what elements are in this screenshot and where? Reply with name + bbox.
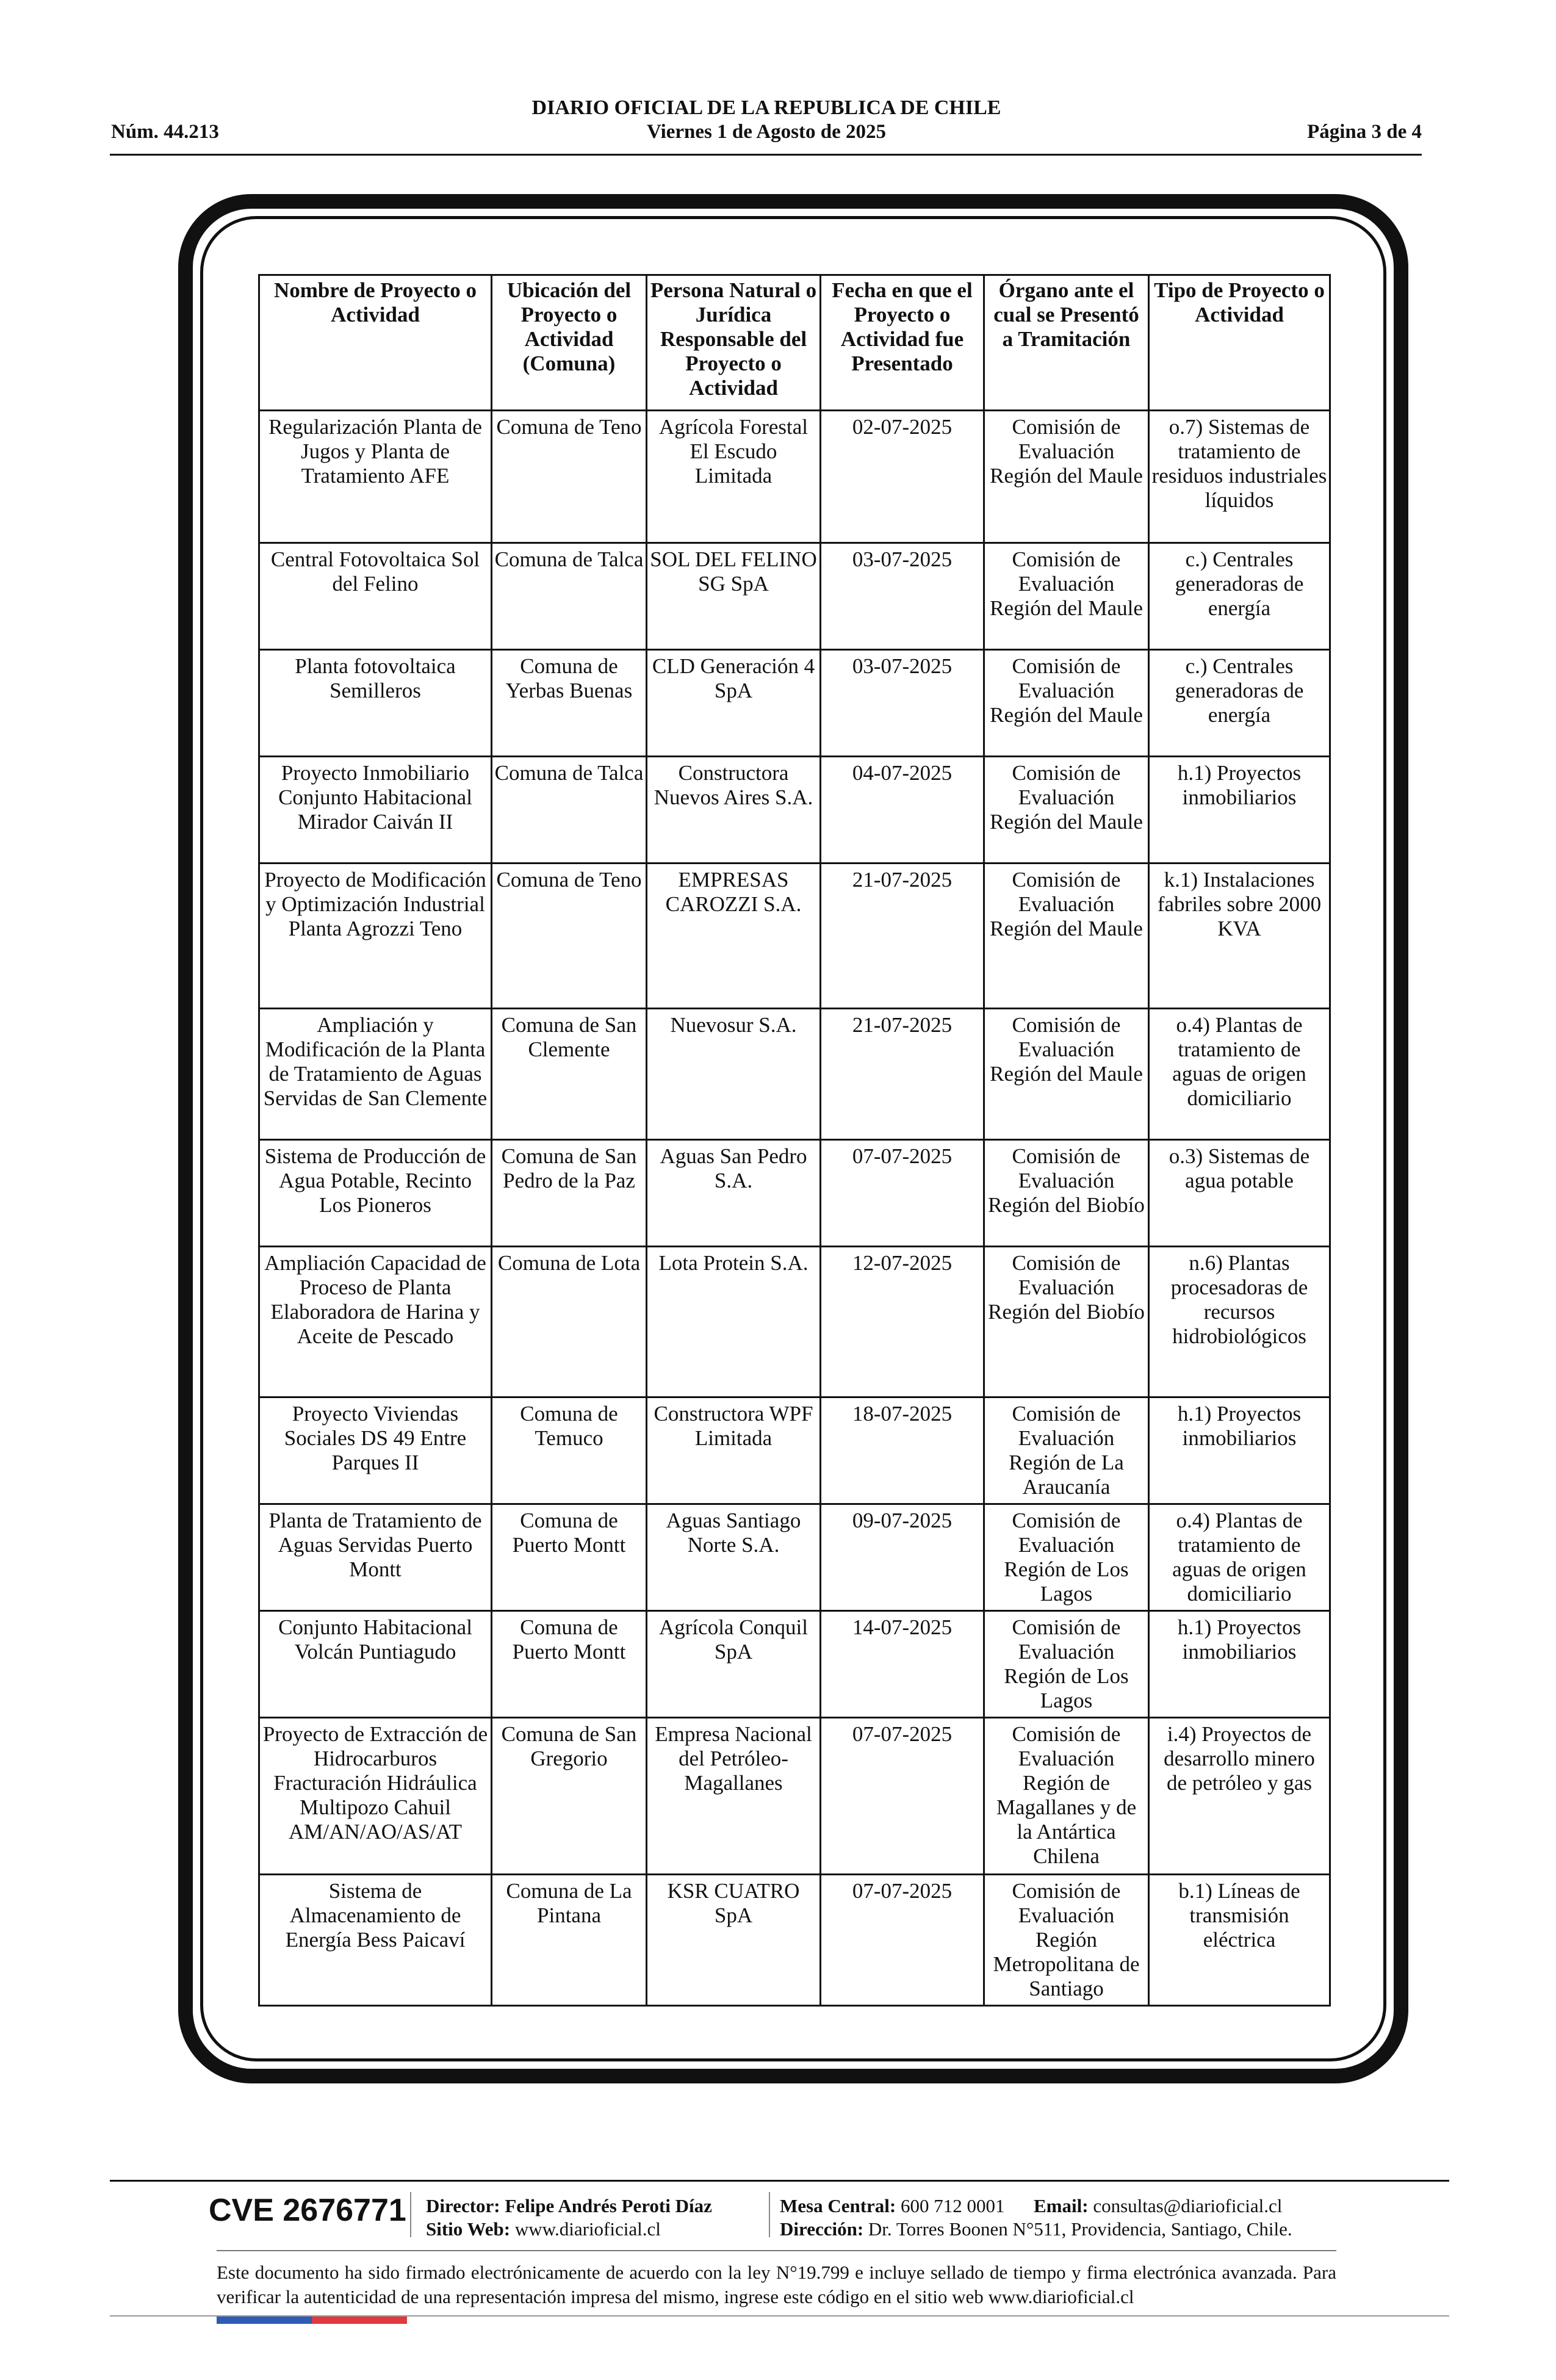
cell-type: h.1) Proyectos inmobiliarios [1149, 1611, 1330, 1718]
cell-location: Comuna de Lota [492, 1247, 647, 1397]
cell-location: Comuna de Puerto Montt [492, 1611, 647, 1718]
cell-date: 21-07-2025 [821, 1009, 984, 1140]
cell-agency: Comisión de Evaluación Región del Biobío [984, 1247, 1149, 1397]
cell-project-name: Proyecto Viviendas Sociales DS 49 Entre Parques II [259, 1397, 492, 1504]
mesa-value: 600 712 0001 [901, 2195, 1005, 2216]
cell-date: 09-07-2025 [821, 1504, 984, 1611]
cell-location: Comuna de Teno [492, 864, 647, 1009]
cell-responsible: EMPRESAS CAROZZI S.A. [647, 864, 821, 1009]
cell-type: o.4) Plantas de tratamiento de aguas de origen domiciliario [1149, 1504, 1330, 1611]
table-row [259, 1247, 1330, 1397]
issue-date: Viernes 1 de Agosto de 2025 [646, 121, 886, 143]
table-row [259, 1611, 1330, 1718]
address-value: Dr. Torres Boonen N°511, Providencia, Santiago, Chile. [868, 2218, 1292, 2240]
cell-location: Comuna de San Gregorio [492, 1718, 647, 1875]
cell-date: 04-07-2025 [821, 757, 984, 864]
website-label: Sitio Web: [426, 2218, 511, 2240]
flag-stripe-red [312, 2317, 407, 2324]
cell-agency: Comisión de Evaluación Región del Maule [984, 543, 1149, 650]
cell-responsible: Agrícola Forestal El Escudo Limitada [647, 411, 821, 543]
cell-responsible: Agrícola Conquil SpA [647, 1611, 821, 1718]
contact-line [780, 2194, 1282, 2218]
gazette-title: DIARIO OFICIAL DE LA REPUBLICA DE CHILE [531, 96, 1001, 119]
table-row [259, 757, 1330, 864]
flag-stripe-blue [217, 2317, 312, 2324]
col-header-location: Ubicación del Proyecto o Actividad (Comuna) [492, 275, 647, 411]
table-row [259, 411, 1330, 543]
col-header-type: Tipo de Proyecto o Actividad [1149, 275, 1330, 411]
cell-type: o.4) Plantas de tratamiento de aguas de origen domiciliario [1149, 1009, 1330, 1140]
cell-project-name: Central Fotovoltaica Sol del Felino [259, 543, 492, 650]
cell-date: 07-07-2025 [821, 1718, 984, 1875]
cell-location: Comuna de Yerbas Buenas [492, 650, 647, 757]
cell-type: c.) Centrales generadoras de energía [1149, 543, 1330, 650]
cell-agency: Comisión de Evaluación Región de Los Lagos [984, 1611, 1149, 1718]
cell-date: 21-07-2025 [821, 864, 984, 1009]
cell-type: b.1) Líneas de transmisión eléctrica [1149, 1875, 1330, 2006]
cell-type: i.4) Proyectos de desarrollo minero de petróleo y gas [1149, 1718, 1330, 1875]
header-divider [110, 154, 1422, 156]
cell-location: Comuna de Talca [492, 543, 647, 650]
cell-location: Comuna de La Pintana [492, 1875, 647, 2006]
table-row [259, 864, 1330, 1009]
cell-date: 03-07-2025 [821, 543, 984, 650]
issue-number: Núm. 44.213 [111, 121, 219, 143]
cell-project-name: Ampliación y Modificación de la Planta de Tratamiento de Aguas Servidas de San Clemente [259, 1009, 492, 1140]
table-row [259, 1009, 1330, 1140]
cell-responsible: Aguas San Pedro S.A. [647, 1140, 821, 1247]
cell-responsible: CLD Generación 4 SpA [647, 650, 821, 757]
cell-date: 12-07-2025 [821, 1247, 984, 1397]
col-header-agency: Órgano ante el cual se Presentó a Tramitación [984, 275, 1149, 411]
cell-project-name: Proyecto de Extracción de Hidrocarburos Fracturación Hidráulica Multipozo Cahuil AM/AN/AO/AS/AT [259, 1718, 492, 1875]
cell-type: o.3) Sistemas de agua potable [1149, 1140, 1330, 1247]
director-name: Felipe Andrés Peroti Díaz [505, 2195, 712, 2216]
footer-divider-top [110, 2180, 1449, 2182]
col-header-responsible: Persona Natural o Jurídica Responsable del Proyecto o Actividad [647, 275, 821, 411]
cell-agency: Comisión de Evaluación Región Metropolitana de Santiago [984, 1875, 1149, 2006]
cell-date: 14-07-2025 [821, 1611, 984, 1718]
cell-agency: Comisión de Evaluación Región del Maule [984, 1009, 1149, 1140]
table-row [259, 1504, 1330, 1611]
cell-project-name: Proyecto Inmobiliario Conjunto Habitacional Mirador Caiván II [259, 757, 492, 864]
cell-responsible: Nuevosur S.A. [647, 1009, 821, 1140]
email-label: Email: [1034, 2195, 1089, 2216]
cell-type: o.7) Sistemas de tratamiento de residuos industriales líquidos [1149, 411, 1330, 543]
address-line [780, 2218, 1292, 2241]
cell-type: c.) Centrales generadoras de energía [1149, 650, 1330, 757]
table-header-row [259, 275, 1330, 411]
email-value[interactable]: consultas@diarioficial.cl [1093, 2195, 1283, 2216]
cve-code: CVE 2676771 [209, 2193, 406, 2228]
cell-type: h.1) Proyectos inmobiliarios [1149, 757, 1330, 864]
table-row [259, 543, 1330, 650]
table-row [259, 1875, 1330, 2006]
cell-agency: Comisión de Evaluación Región del Maule [984, 650, 1149, 757]
cell-agency: Comisión de Evaluación Región del Maule [984, 411, 1149, 543]
cell-location: Comuna de Talca [492, 757, 647, 864]
footer-separator [769, 2192, 770, 2237]
cell-type: n.6) Plantas procesadoras de recursos hidrobiológicos [1149, 1247, 1330, 1397]
cell-responsible: Lota Protein S.A. [647, 1247, 821, 1397]
footer-separator [410, 2192, 411, 2237]
cell-agency: Comisión de Evaluación Región de La Araucanía [984, 1397, 1149, 1504]
cell-agency: Comisión de Evaluación Región del Maule [984, 757, 1149, 864]
cell-responsible: Constructora Nuevos Aires S.A. [647, 757, 821, 864]
cell-project-name: Planta de Tratamiento de Aguas Servidas Puerto Montt [259, 1504, 492, 1611]
website-line [426, 2218, 661, 2241]
cell-project-name: Planta fotovoltaica Semilleros [259, 650, 492, 757]
page-indicator: Página 3 de 4 [1307, 121, 1422, 143]
address-label: Dirección: [780, 2218, 864, 2240]
cell-location: Comuna de Temuco [492, 1397, 647, 1504]
cell-responsible: Aguas Santiago Norte S.A. [647, 1504, 821, 1611]
cell-location: Comuna de San Clemente [492, 1009, 647, 1140]
director-label: Director: [426, 2195, 500, 2216]
col-header-project-name: Nombre de Proyecto o Actividad [259, 275, 492, 411]
cell-type: k.1) Instalaciones fabriles sobre 2000 KVA [1149, 864, 1330, 1009]
cell-agency: Comisión de Evaluación Región del Biobío [984, 1140, 1149, 1247]
footer-divider-middle [217, 2250, 1336, 2251]
website-value[interactable]: www.diarioficial.cl [514, 2218, 661, 2240]
table-row [259, 1397, 1330, 1504]
cell-responsible: Constructora WPF Limitada [647, 1397, 821, 1504]
cell-project-name: Regularización Planta de Jugos y Planta de Tratamiento AFE [259, 411, 492, 543]
cell-date: 07-07-2025 [821, 1875, 984, 2006]
cell-location: Comuna de Puerto Montt [492, 1504, 647, 1611]
cell-responsible: SOL DEL FELINO SG SpA [647, 543, 821, 650]
director-line [426, 2194, 712, 2218]
legal-notice: Este documento ha sido firmado electrónicamente de acuerdo con la ley N°19.799 e incluye sellado de tiempo y firma electrónica avanzada. Para verificar la autenticidad de una representación impresa del mismo, ingrese este código en el sitio web www.diarioficial.cl [217, 2262, 1336, 2307]
cell-project-name: Proyecto de Modificación y Optimización Industrial Planta Agrozzi Teno [259, 864, 492, 1009]
mesa-label: Mesa Central: [780, 2195, 896, 2216]
cell-date: 03-07-2025 [821, 650, 984, 757]
cell-responsible: KSR CUATRO SpA [647, 1875, 821, 2006]
cell-project-name: Ampliación Capacidad de Proceso de Planta Elaboradora de Harina y Aceite de Pescado [259, 1247, 492, 1397]
table-row [259, 1140, 1330, 1247]
cell-date: 07-07-2025 [821, 1140, 984, 1247]
cell-project-name: Sistema de Producción de Agua Potable, Recinto Los Pioneros [259, 1140, 492, 1247]
cell-agency: Comisión de Evaluación Región de Magallanes y de la Antártica Chilena [984, 1718, 1149, 1875]
cell-agency: Comisión de Evaluación Región del Maule [984, 864, 1149, 1009]
cell-agency: Comisión de Evaluación Región de Los Lagos [984, 1504, 1149, 1611]
cell-date: 02-07-2025 [821, 411, 984, 543]
cell-project-name: Conjunto Habitacional Volcán Puntiagudo [259, 1611, 492, 1718]
table-row [259, 1718, 1330, 1875]
cell-location: Comuna de San Pedro de la Paz [492, 1140, 647, 1247]
cell-type: h.1) Proyectos inmobiliarios [1149, 1397, 1330, 1504]
col-header-date: Fecha en que el Proyecto o Actividad fue Presentado [821, 275, 984, 411]
table-row [259, 650, 1330, 757]
cell-date: 18-07-2025 [821, 1397, 984, 1504]
projects-table [258, 274, 1331, 2007]
cell-project-name: Sistema de Almacenamiento de Energía Bess Paicaví [259, 1875, 492, 2006]
cell-responsible: Empresa Nacional del Petróleo-Magallanes [647, 1718, 821, 1875]
cell-location: Comuna de Teno [492, 411, 647, 543]
